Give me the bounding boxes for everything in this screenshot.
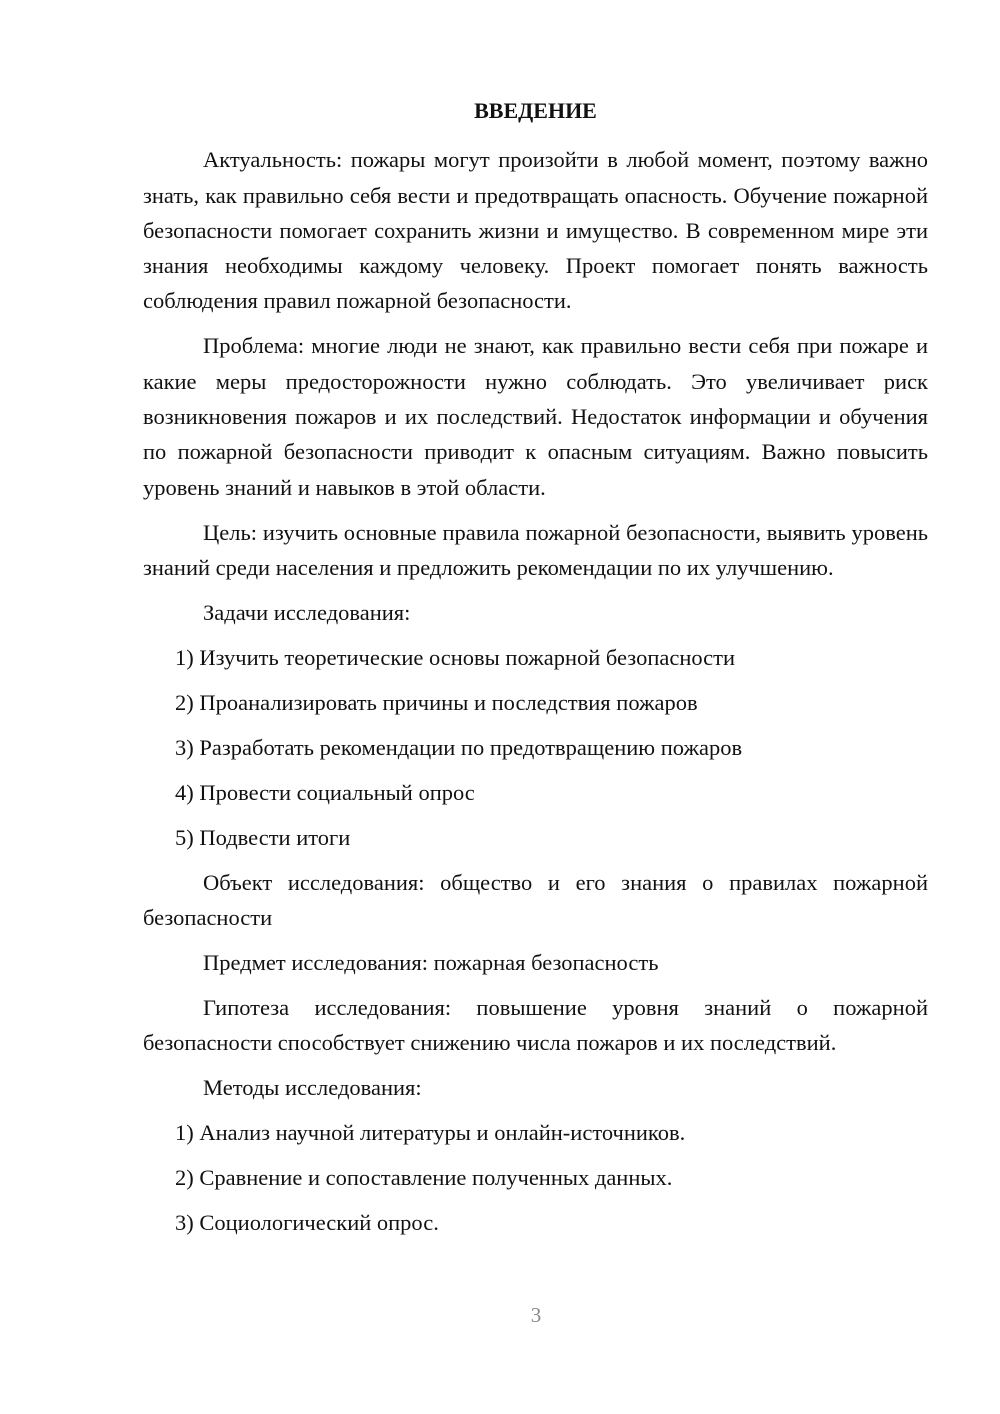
methods-heading: Методы исследования: bbox=[203, 1075, 422, 1101]
object-paragraph: Объект исследования: общество и его знания о правилах пожарной безопасности bbox=[143, 869, 928, 931]
list-item: 2) Сравнение и сопоставление полученных данных. bbox=[175, 1165, 673, 1191]
list-item: 1) Изучить теоретические основы пожарной безопасности bbox=[175, 644, 736, 670]
methods-list bbox=[143, 1115, 928, 1240]
tasks-heading: Задачи исследования: bbox=[203, 599, 411, 625]
list-item: 4) Провести социальный опрос bbox=[175, 779, 475, 805]
list-item: 3) Разработать рекомендации по предотвращению пожаров bbox=[175, 734, 743, 760]
list-item: 1) Анализ научной литературы и онлайн-источников. bbox=[175, 1120, 686, 1146]
hypothesis-paragraph: Гипотеза исследования: повышение уровня знаний о пожарной безопасности способствует снижению числа пожаров и их последствий. bbox=[143, 995, 928, 1056]
problem-paragraph: Проблема: многие люди не знают, как правильно вести себя при пожаре и какие меры предосторожности нужно соблюдать. Это увеличивает риск возникновения пожаров и их последствий. Недостаток информации и обучения по пожарной безопасности приводит к опасным ситуациям. Важно повысить уровень знаний и навыков в этой области. bbox=[143, 333, 928, 500]
page-number: 3 bbox=[530, 1303, 542, 1327]
list-item: 5) Подвести итоги bbox=[175, 824, 351, 850]
list-item: 2) Проанализировать причины и последствия пожаров bbox=[175, 689, 698, 715]
list-item: 3) Социологический опрос. bbox=[175, 1210, 439, 1236]
document-page bbox=[143, 93, 928, 1250]
goal-paragraph: Цель: изучить основные правила пожарной безопасности, выявить уровень знаний среди населения и предложить рекомендации по их улучшению. bbox=[143, 519, 928, 580]
subject-paragraph: Предмет исследования: пожарная безопасность bbox=[203, 950, 659, 976]
relevance-paragraph: Актуальность: пожары могут произойти в любой момент, поэтому важно знать, как правильно себя вести и предотвращать опасность. Обучение пожарной безопасности помогает сохранить жизни и имущество. В современном мире эти знания необходимы каждому человеку. Проект помогает понять важность соблюдения правил пожарной безопасности. bbox=[143, 147, 928, 314]
section-title: ВВЕДЕНИЕ bbox=[474, 98, 597, 123]
tasks-list bbox=[143, 640, 928, 855]
